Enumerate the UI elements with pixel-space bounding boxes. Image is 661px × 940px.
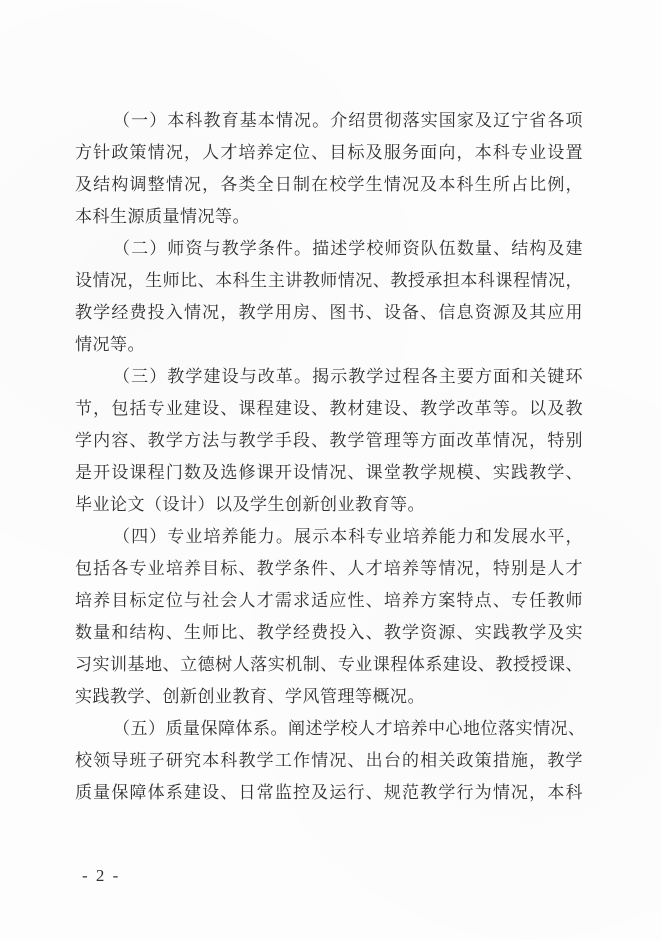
text-line: 教学经费投入情况，教学用房、图书、设备、信息资源及其应用 bbox=[75, 303, 583, 322]
text-line: 情况等。 bbox=[75, 335, 145, 354]
text-line: 包括各专业培养目标、教学条件、人才培养等情况，特别是人才 bbox=[75, 559, 583, 578]
paragraph bbox=[75, 713, 586, 809]
text-line: 学内容、教学方法与教学手段、教学管理等方面改革情况，特别 bbox=[75, 431, 583, 450]
text-line: （五）质量保障体系。阐述学校人才培养中心地位落实情况、 bbox=[113, 719, 586, 738]
text-line: （一）本科教育基本情况。介绍贯彻落实国家及辽宁省各项 bbox=[113, 111, 583, 130]
text-line: （四）专业培养能力。展示本科专业培养能力和发展水平， bbox=[113, 527, 583, 546]
text-line: 是开设课程门数及选修课开设情况、课堂教学规模、实践教学、 bbox=[75, 463, 583, 482]
page-number: - 2 - bbox=[82, 866, 121, 885]
text-line: 数量和结构、生师比、教学经费投入、教学资源、实践教学及实 bbox=[75, 623, 583, 642]
text-line: 本科生源质量情况等。 bbox=[75, 207, 250, 226]
paragraph bbox=[75, 105, 583, 233]
text-line: 习实训基地、立德树人落实机制、专业课程体系建设、教授授课、 bbox=[75, 655, 583, 674]
text-line: 校领导班子研究本科教学工作情况、出台的相关政策措施，教学 bbox=[75, 751, 583, 770]
document-body bbox=[75, 105, 586, 809]
paragraph bbox=[75, 521, 583, 713]
paragraph bbox=[75, 233, 583, 361]
text-line: 方针政策情况，人才培养定位、目标及服务面向，本科专业设置 bbox=[75, 143, 583, 162]
text-line: （三）教学建设与改革。揭示教学过程各主要方面和关键环 bbox=[113, 367, 583, 386]
text-line: 培养目标定位与社会人才需求适应性、培养方案特点、专任教师 bbox=[75, 591, 583, 610]
text-line: 设情况，生师比、本科生主讲教师情况、教授承担本科课程情况， bbox=[75, 271, 583, 290]
paragraph bbox=[75, 361, 583, 521]
text-line: 节，包括专业建设、课程建设、教材建设、教学改革等。以及教 bbox=[75, 399, 583, 418]
text-line: 毕业论文（设计）以及学生创新创业教育等。 bbox=[75, 495, 425, 514]
text-line: 及结构调整情况，各类全日制在校学生情况及本科生所占比例， bbox=[75, 175, 583, 194]
text-line: （二）师资与教学条件。描述学校师资队伍数量、结构及建 bbox=[113, 239, 583, 258]
text-line: 实践教学、创新创业教育、学风管理等概况。 bbox=[75, 687, 425, 706]
text-line: 质量保障体系建设、日常监控及运行、规范教学行为情况，本科 bbox=[75, 783, 583, 802]
